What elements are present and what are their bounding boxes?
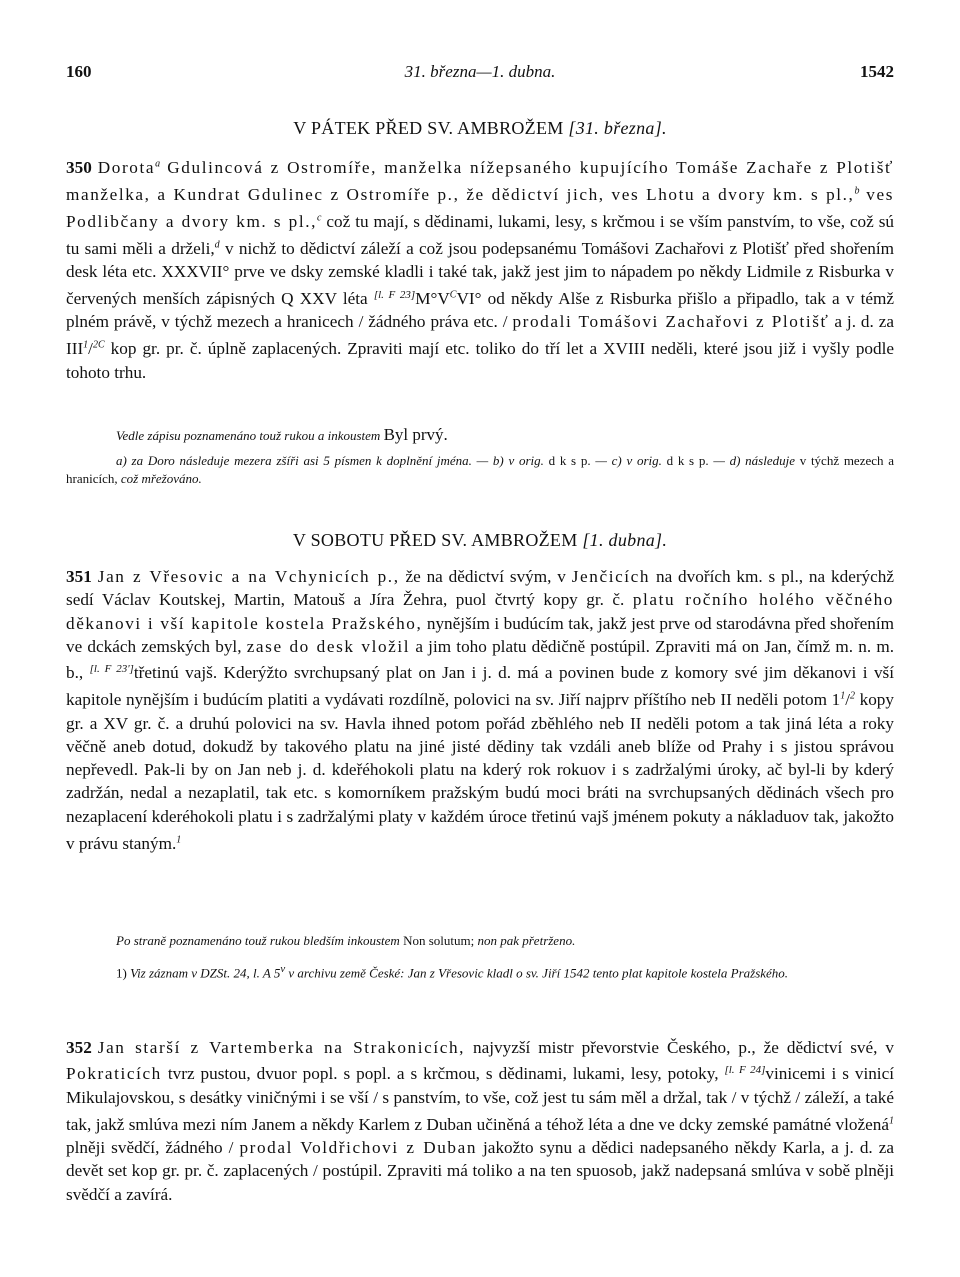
superscript-marker: d bbox=[214, 239, 220, 251]
section-heading-date: [1. dubna]. bbox=[582, 530, 668, 550]
footnote-text: Viz záznam v DZSt. 24, l. A 5 bbox=[130, 965, 281, 981]
text-segment: ves Podlibčany a dvory km. s pl., bbox=[66, 184, 894, 231]
section-heading-2 bbox=[66, 530, 894, 551]
text-segment: že na dědictví svým, v bbox=[399, 567, 572, 586]
running-head-date: 31. března—1. dubna. bbox=[404, 62, 556, 81]
text-segment: a j. d. za III bbox=[66, 312, 894, 359]
section-heading-1 bbox=[66, 118, 894, 139]
text-segment: jakožto synu a dědici nadepsaného někdy Karla, a j. d. za devět set kop gr. pr. č. zaplacených / postúpil. Zpraviti má toliko a na ten spuosob, jakž nadepsaná smlúva v sobě plněji svědčí a zavírá. bbox=[66, 1137, 894, 1204]
text-segment: platu ročního holého věčného děkanovi i vší kapitole kostela Pražského, bbox=[66, 590, 895, 633]
text-segment: d k s p. bbox=[666, 453, 709, 468]
folio-reference: [l. F 23] bbox=[373, 289, 416, 302]
entry-number: 350 bbox=[66, 157, 92, 177]
text-segment: VI° od někdy Alše z Risburka přišlo a připadlo, tak a v témž plném právě, v týchž mezech a hranicech / žádného práva etc. / bbox=[66, 289, 895, 332]
superscript-marker: 1 bbox=[176, 834, 182, 845]
text-segment: prodal Voldřichovi z Duban bbox=[239, 1137, 478, 1157]
note-italic: Po straně poznamenáno touž rukou bledším inkoustem bbox=[116, 933, 400, 948]
superscript-marker: C bbox=[449, 289, 457, 301]
section-heading-title: V SOBOTU PŘED SV. AMBROŽEM bbox=[292, 530, 578, 550]
text-segment: a) za Doro bbox=[116, 453, 180, 468]
superscript-marker: 2 bbox=[850, 690, 855, 702]
text-segment: nynějším i budúcím tak, jakž jest prve od starodávna před shořením ve dckách zemských byl, bbox=[66, 613, 894, 656]
note-text: Byl prvý. bbox=[383, 425, 448, 444]
text-segment: M°V bbox=[415, 289, 450, 309]
text-segment: kopy gr. a XV gr. č. a druhú polovici na sv. Havla ihned potom pořád zběhlého neb II neděli potom a tak jiná léta a roky věčně aneb dotud, dokudž by takového platu na jiné jisté dědiny tak vzdáli aneb blíže od Prahy i s jistou správou nepřevedl. Pak-li by on Jan neb j. d. kdeřéhokoli platu na kderý rok rokuov i s zadržalými úroky, ač byl-li by kderý zadržán, nedal a nezaplatil, tak etc. s komorníkem pražským budú moci bráti na svrchupsaných dědinách všech pro nezaplacení kderéhokoli platu i s zadržalými platy v každém úroce třetinú vajš jménem pokuty a nákladuov tak, jakožto v právu staným. bbox=[66, 690, 894, 853]
entry-350 bbox=[66, 152, 894, 384]
text-segment: — b) v orig. bbox=[471, 453, 549, 468]
entry-352 bbox=[66, 1036, 894, 1206]
text-segment: třetinú vajš. Kderýžto svrchupsaný plat on Jan i j. d. má a povinen bude z komory své jim děkanovi i vší kapitole nynějším i budúcím platiti a vydávati rozdílně, polovici na sv. Jiří najprv příštího neb II neděli potom 1 bbox=[66, 663, 894, 710]
section-heading-title: V PÁTEK PŘED SV. AMBROŽEM bbox=[293, 118, 564, 138]
text-segment: Jan z Vřesovic a na Vchynicích p., bbox=[97, 567, 400, 586]
text-segment: na dvořích km. s pl., na kderýchž sedí Václav Koutskej, Martin, Matouš a Jíra Žehra, puol čtvrtý kopy gr. č. bbox=[66, 567, 895, 610]
superscript-marker: C bbox=[97, 339, 105, 351]
page-number: 160 bbox=[66, 62, 92, 81]
superscript-marker: b bbox=[854, 185, 860, 197]
note-italic-2: non pak bbox=[477, 933, 519, 948]
running-head bbox=[66, 62, 894, 86]
footnote-sup: v bbox=[280, 963, 286, 975]
text-segment: následuje mezera zšíři asi 5 písmen k doplnění jména. bbox=[179, 453, 472, 468]
text-segment: v týchž mezech a hranicích, bbox=[66, 453, 895, 486]
text-segment: Pokraticích bbox=[66, 1064, 162, 1084]
text-segment: / bbox=[88, 339, 93, 359]
footnote-marker: 1) bbox=[116, 965, 127, 981]
section-heading-date: [31. března]. bbox=[568, 118, 667, 138]
text-segment: kop gr. pr. č. úplně zaplacených. Zpraviti mají etc. toliko do tří let a XVIII neděli, které jsou již i vyšly podle tohoto trhu. bbox=[66, 339, 894, 382]
entry-text bbox=[66, 1038, 894, 1204]
text-segment: — d) následuje bbox=[708, 453, 800, 468]
entry-number: 352 bbox=[66, 1038, 92, 1057]
note-text: Non solutum; bbox=[403, 933, 475, 948]
text-segment: zase do desk vložil bbox=[246, 636, 411, 656]
note-text-2: přetrženo. bbox=[522, 933, 576, 948]
text-segment: Jan starší z Vartemberka na Strakonicích, bbox=[97, 1038, 466, 1057]
text-segment: Jenčicích bbox=[571, 567, 651, 586]
footnote-text-b: v archivu země České: Jan z Vřesovic kladl o sv. Jiří 1542 tento plat kapitole kostela Pražského. bbox=[285, 965, 789, 981]
text-segment: což mřežováno. bbox=[120, 471, 202, 486]
folio-reference: [l. F 24] bbox=[724, 1064, 766, 1077]
entry-number: 351 bbox=[66, 567, 92, 586]
text-segment: což tu mají, s dědinami, lukami, lesy, s krčmou i se vším panstvím, to vše, což sú tu sami měli a drželi, bbox=[66, 211, 894, 258]
text-segment: d k s p. bbox=[548, 453, 591, 468]
text-segment: a jim toho platu dědičně postúpil. Zpraviti má on Jan, čímž m. n. m. b., bbox=[66, 636, 895, 683]
marginal-note-350 bbox=[66, 426, 894, 445]
text-segment: prodali Tomášovi Zachařovi z Plotišť bbox=[512, 312, 830, 332]
running-head-year: 1542 bbox=[860, 62, 894, 81]
superscript-marker: 2 bbox=[92, 339, 98, 351]
text-segment: tvrz pustou, dvuor popl. s popl. a s krčmou, s dědinami, lukami, lesy, potoky, bbox=[161, 1064, 725, 1084]
marginal-note-351 bbox=[66, 932, 894, 950]
text-segment: — c) v orig. bbox=[590, 453, 667, 468]
text-segment: najvyzší mistr převorstvie Českého, p., že dědictví své, v bbox=[465, 1038, 895, 1057]
apparatus-350 bbox=[66, 452, 894, 488]
note-italic: Vedle zápisu poznamenáno touž rukou a inkoustem bbox=[116, 428, 381, 443]
text-segment: plněji svědčí, žádného / bbox=[66, 1137, 240, 1157]
apparatus-text bbox=[66, 453, 894, 486]
superscript-marker: c bbox=[317, 212, 322, 224]
entry-text bbox=[66, 158, 894, 382]
footnote-351 bbox=[66, 960, 894, 982]
entry-351 bbox=[66, 565, 894, 855]
text-segment: / bbox=[845, 690, 850, 710]
superscript-marker: a bbox=[155, 158, 161, 169]
text-segment: vinicemi i s vinicí Mikulajovskou, s desátky viničnými i se vší / s panstvím, to vše, což jest tu sám měl a držal, tak / v týchž / záleží, a také tak, jakž smlúva mezi ním Janem a někdy Karlem z Duban učiněná a téhož léta a dne ve dcky zemské památné vložená bbox=[66, 1064, 894, 1134]
entry-text bbox=[66, 567, 894, 853]
superscript-marker: 1 bbox=[83, 339, 89, 351]
text-segment: v nichž to dědictví záleží a což jsou podepsanému Tomášovi Zachařovi z Plotišť před shořením desk léta etc. XXXVII° prve ve dsky zemské kladli i také tak, jakž jest jim to nápadem po někdy Lidmile z Risburka v červených menších zápisných Q XXV léta bbox=[66, 238, 894, 309]
text-segment: Dorota bbox=[97, 157, 156, 177]
text-segment: Gdulincová z Ostromíře, manželka nížepsaného kupujícího Tomáše Zachaře z Plotišť manželka, a Kundrat Gdulinec z Ostromíře p., že dědictví jich, ves Lhotu a dvory km. s pl., bbox=[66, 157, 894, 204]
folio-reference: [l. F 23'] bbox=[89, 663, 134, 676]
superscript-marker: 1 bbox=[889, 1114, 894, 1126]
superscript-marker: 1 bbox=[840, 690, 846, 702]
